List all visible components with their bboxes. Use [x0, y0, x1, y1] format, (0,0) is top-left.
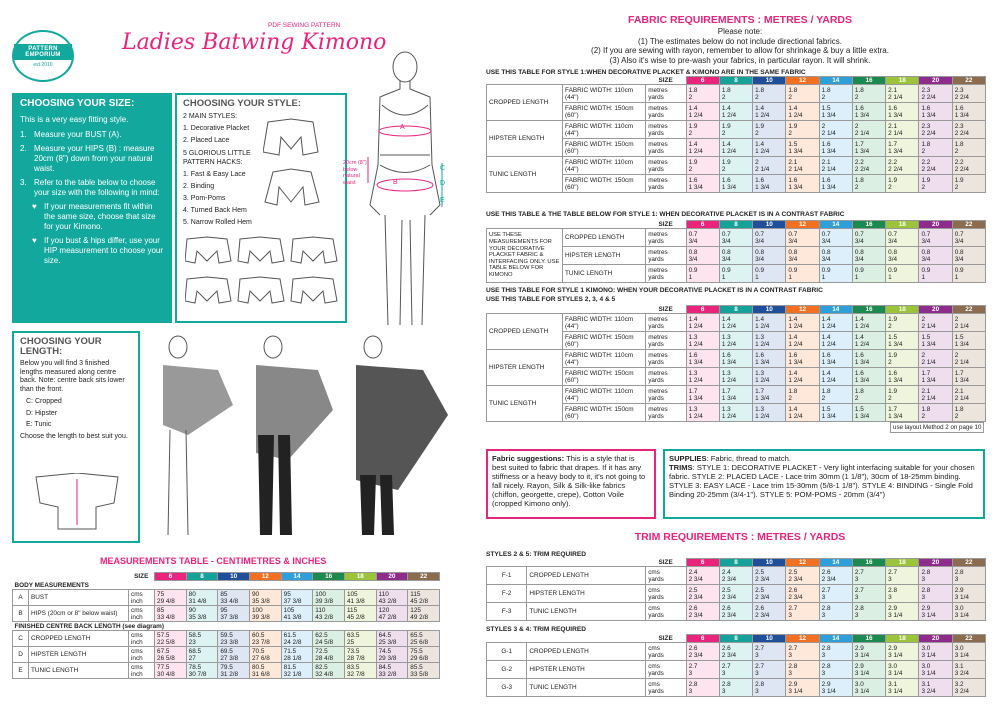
- size-14: 14: [281, 573, 313, 581]
- size-tip-2: ♥ If you bust & hips differ, use your HIP measurement to choose your size.: [32, 236, 164, 265]
- table-row: HIPSTER LENGTH FABRIC WIDTH: 110cm (44") metres yards 1.9 2 1.9 2 1.9 2 1.9 2 2 2 1/4 2 2 1/4 2.1 2 1/4 2.3 2 2/4 2.3 2 2/4: [487, 121, 986, 139]
- size-8: 8: [186, 573, 218, 581]
- table-row: G-1 CROPPED LENGTH cms yards 2.6 2 3/4 2.6 2 3/4 2.7 3 2.7 3 2.8 3 2.9 3 1/4 2.9 3 1/4 3.0 3 1/4 3.0 3 1/4: [487, 643, 986, 661]
- size-22: 22: [952, 635, 985, 643]
- style-main-2: 2. Placed Lace: [183, 137, 230, 144]
- size-step-1: 1. Measure your BUST (A).: [20, 130, 122, 139]
- size-8: 8: [719, 635, 752, 643]
- heart-icon: ♥: [32, 236, 37, 245]
- finished-length-heading: FINISHED CENTRE BACK LENGTH (see diagram): [14, 623, 164, 630]
- waist-note: 20cm (8") below natural waist: [343, 160, 367, 186]
- trim-title: TRIM REQUIREMENTS : METRES / YARDS: [634, 531, 846, 543]
- size-6: 6: [686, 559, 719, 567]
- supplies-text: : Fabric, thread to match.: [706, 454, 791, 463]
- length-model-figures: [148, 335, 478, 540]
- supplies-box: [663, 449, 985, 519]
- fabric-grid: [486, 76, 986, 193]
- size-tip-1: ♥ If your measurements fit within the same size, choose that size for your Kimono.: [32, 202, 156, 231]
- fabric-table-3: [486, 305, 986, 422]
- size-18: 18: [886, 306, 919, 314]
- length-option-c: C: Cropped: [26, 398, 62, 405]
- trim-style-3-4-title: STYLES 3 & 4: TRIM REQUIRED: [486, 626, 587, 633]
- style-hacks-heading: 5 GLORIOUS LITTLE PATTERN HACKS:: [183, 150, 251, 166]
- label-c: C: [440, 165, 446, 172]
- size-header-label: SIZE: [134, 573, 149, 580]
- measurements-table: [12, 572, 440, 679]
- size-10: 10: [753, 306, 786, 314]
- size-header-label: SIZE: [658, 76, 673, 84]
- body-measurements-heading: BODY MEASUREMENTS: [14, 582, 89, 589]
- size-14: 14: [819, 306, 852, 314]
- layout-note: use layout Method 2 on page 10: [890, 422, 984, 433]
- size-20: 20: [919, 635, 952, 643]
- fabric-suggestions-text: This is a style that is best suited to fabric that drapes. If it has any stiffness or a heavy body to it, it's not going to fall nicely. Rayon, Silk & Silk-like fabrics (chiffon, georgette, crepe), Cotton Voile (cropped Kimono only).: [492, 454, 646, 508]
- table-row: CROPPED LENGTH FABRIC WIDTH: 110cm (44") metres yards 1.8 2 1.8 2 1.8 2 1.8 2 1.8 2 1.8 2 2.1 2 1/4 2.3 2 2/4 2.3 2 2/4: [487, 85, 986, 103]
- length-title: CHOOSING YOUR LENGTH:: [20, 336, 102, 357]
- size-12: 12: [786, 221, 819, 229]
- fabric-title: FABRIC REQUIREMENTS : METRES / YARDS: [627, 14, 853, 26]
- size-title: CHOOSING YOUR SIZE:: [20, 98, 135, 109]
- size-12: 12: [786, 306, 819, 314]
- fabric-table-2: [486, 220, 986, 283]
- label-d: D: [440, 180, 446, 187]
- table-row: E TUNIC LENGTH cms inch 77.5 30 4/8 78.5 30 7/8 79.5 31 2/8 80.5 31 6/8 81.5 32 1/8 82.5 32 4/8 83.5 32 7/8 84.5 33 2/8 85.5 33 5/8: [13, 663, 440, 679]
- length-option-d: D: Hipster: [26, 409, 58, 417]
- size-16: 16: [852, 306, 885, 314]
- size-header-row: [13, 573, 440, 581]
- table-row: G-2 HIPSTER LENGTH cms yards 2.7 3 2.7 3 2.7 3 2.8 3 2.8 3 2.9 3 1/4 3.0 3 1/4 3.0 3 1/4 3.1 3 2/4: [487, 661, 986, 679]
- size-18: 18: [886, 77, 919, 85]
- table-row: HIPSTER LENGTH metres yards 0.8 3/4 0.8 3/4 0.8 3/4 0.8 3/4 0.8 3/4 0.8 3/4 0.8 3/4 0.8 3/4 0.8 3/4: [487, 247, 986, 265]
- table-row: F-2 HIPSTER LENGTH cms yards 2.5 2 3/4 2.5 2 3/4 2.5 2 3/4 2.6 2 3/4 2.7 3 2.7 3 2.8 3 2.8 3 2.9 3 1/4: [487, 585, 986, 603]
- trims-lead: TRIMS: [669, 463, 693, 472]
- logo-top-text: PATTERN EMPORIUM: [14, 44, 72, 60]
- size-12: 12: [786, 77, 819, 85]
- fabric-table-1: [486, 76, 986, 193]
- style-hack-5: 5. Narrow Rolled Hem: [183, 219, 252, 226]
- fabric-table-3-title: USE THIS TABLE FOR STYLE 1 KIMONO: WHEN YOUR DECORATIVE PLACKET IS IN A CONTRAST FABRIC USE THIS TABLE FOR STYLES 2, 3, 4 & 5: [486, 287, 823, 303]
- size-12: 12: [249, 573, 281, 581]
- trims-text: : STYLE 1: DECORATIVE PLACKET - Very light interfacing suitable for your chosen fabric. STYLE 2: PLACED LACE - Lace trim 30mm (1 1/8"), 30cm of 18-25mm binding. STYLE 3: EASY LACE - Lace trim 15-30mm (5/8-1 1/8"). STYLE 4: BINDING - Single Fold Binding 20-25mm (3/4-1"). STYLE 5: POM-POMS - 20mm (3/4"): [669, 463, 975, 499]
- label-bust-a: A: [400, 124, 405, 131]
- length-label: TUNIC LENGTH: [487, 157, 563, 193]
- size-header-label: SIZE: [658, 558, 673, 566]
- table-row: USE THESE MEASUREMENTS FOR YOUR DECORATIVE PLACKET FABRIC & INTERFACING ONLY. USE TABLE BELOW FOR KIMONO CROPPED LENGTH metres yards 0.7 3/4 0.7 3/4 0.7 3/4 0.7 3/4 0.7 3/4 0.7 3/4 0.7 3/4 0.7 3/4 0.7 3/4: [487, 229, 986, 247]
- length-label: CROPPED LENGTH: [487, 85, 563, 121]
- size-18: 18: [344, 573, 376, 581]
- style-hack-3: 3. Pom-Poms: [183, 195, 226, 202]
- size-20: 20: [376, 573, 408, 581]
- size-14: 14: [819, 77, 852, 85]
- size-10: 10: [753, 221, 786, 229]
- size-16: 16: [852, 221, 885, 229]
- length-label: CROPPED LENGTH: [487, 314, 563, 350]
- table-row: C CROPPED LENGTH cms inch 57.5 22 5/8 58.5 23 59.5 23 3/8 60.5 23 7/8 61.5 24 2/8 62.5 24 5/8 63.5 25 64.5 25 3/8 65.5 25 6/8: [13, 631, 440, 647]
- size-8: 8: [719, 77, 752, 85]
- size-18: 18: [886, 559, 919, 567]
- choosing-style-panel: [175, 93, 347, 323]
- size-step-2: 2. Measure your HIPS (B) : measure 20cm (8") down from your natural waist.: [20, 144, 155, 173]
- style-hack-2: 2. Binding: [183, 183, 215, 190]
- fabric-suggestions-box: [486, 449, 656, 519]
- size-10: 10: [218, 573, 250, 581]
- size-10: 10: [753, 77, 786, 85]
- choosing-length-panel: [12, 331, 140, 543]
- size-22: 22: [952, 77, 985, 85]
- table-row: B HIPS (20cm or 8" below waist) cms inch 85 33 4/8 90 35 3/8 95 37 3/8 100 39 3/8 105 41 3/8 110 43 2/8 115 45 2/8 120 47 2/8 125 49 2/8: [13, 606, 440, 622]
- table-row: FABRIC WIDTH: 150cm (60") metres yards 1.3 1 2/4 1.3 1 2/4 1.3 1 2/4 1.4 1 2/4 1.4 1 2/4 1.4 1 2/4 1.5 1 3/4 1.5 1 3/4 1.5 1 3/4: [487, 332, 986, 350]
- length-option-e: E: Tunic: [26, 421, 52, 428]
- size-header-row: [487, 77, 986, 85]
- label-hips-b: B: [393, 179, 398, 186]
- kimono-back-sketch: [34, 473, 120, 533]
- kimono-hack-sketches: [185, 235, 345, 319]
- size-16: 16: [313, 573, 345, 581]
- size-6: 6: [686, 635, 719, 643]
- size-header-label: SIZE: [658, 634, 673, 642]
- size-20: 20: [919, 77, 952, 85]
- size-8: 8: [719, 306, 752, 314]
- size-header-row: [487, 221, 986, 229]
- size-16: 16: [852, 77, 885, 85]
- size-14: 14: [819, 635, 852, 643]
- table-row: TUNIC LENGTH FABRIC WIDTH: 110cm (44") metres yards 1.9 2 1.9 2 2 2 1/4 2.1 2 1/4 2.1 2 1/4 2.2 2 2/4 2.2 2 2/4 2.2 2 2/4 2.2 2 2/4: [487, 157, 986, 175]
- size-6: 6: [686, 221, 719, 229]
- table-row: D HIPSTER LENGTH cms inch 67.5 26 5/8 68.5 27 69.5 27 3/8 70.5 27 6/8 71.5 28 1/8 72.5 28 4/8 73.5 28 7/8 74.5 29 3/8 75.5 29 6/8: [13, 647, 440, 663]
- table-row: A BUST cms inch 75 29 4/8 80 31 4/8 85 33 4/8 90 35 3/8 95 37 3/8 100 39 3/8 105 41 3/8 110 43 2/8 115 45 2/8: [13, 590, 440, 606]
- trim-grid: [486, 634, 986, 697]
- table-row: TUNIC LENGTH metres yards 0.9 1 0.9 1 0.9 1 0.9 1 0.9 1 0.9 1 0.9 1 0.9 1 0.9 1: [487, 265, 986, 283]
- fabric-grid: [486, 220, 986, 283]
- fabric-table-1-title: USE THIS TABLE FOR STYLE 1:WHEN DECORATIVE PLACKET & KIMONO ARE IN THE SAME FABRIC: [486, 69, 806, 76]
- label-e: E: [440, 197, 445, 204]
- size-20: 20: [919, 221, 952, 229]
- fabric-notes: Please note: (1) The estimates below do not include directional fabrics. (2) If you are sewing with rayon, remember to allow for shrinkage & buy a little extra. (3) Also it's wise to pre-wash your fabrics, in particular rayon. It will shrink.: [591, 27, 889, 65]
- body-figure: [350, 45, 465, 335]
- kimono-style-sketches: [263, 117, 343, 217]
- pattern-title: Ladies Batwing Kimono: [122, 30, 387, 55]
- size-14: 14: [819, 221, 852, 229]
- size-header-label: SIZE: [658, 220, 673, 228]
- style-hack-1: 1. Fast & Easy Lace: [183, 171, 246, 178]
- size-16: 16: [852, 559, 885, 567]
- placket-note: USE THESE MEASUREMENTS FOR YOUR DECORATIVE PLACKET FABRIC & INTERFACING ONLY. USE TABLE BELOW FOR KIMONO: [487, 229, 563, 283]
- table-row: G-3 TUNIC LENGTH cms yards 2.8 3 2.8 3 2.8 3 2.9 3 1/4 2.9 3 1/4 3.0 3 1/4 3.1 3 1/4 3.1 3 2/4 3.2 3 2/4: [487, 679, 986, 697]
- size-header-row: [487, 635, 986, 643]
- style-title: CHOOSING YOUR STYLE:: [183, 98, 302, 109]
- table-row: CROPPED LENGTH FABRIC WIDTH: 110cm (44") metres yards 1.4 1 2/4 1.4 1 2/4 1.4 1 2/4 1.4 1 2/4 1.4 1 2/4 1.4 1 2/4 1.9 2 2 2 1/4 2 2 1/4: [487, 314, 986, 332]
- table-row: TUNIC LENGTH FABRIC WIDTH: 110cm (44") metres yards 1.7 1 3/4 1.7 1 3/4 1.7 1 3/4 1.8 2 1.8 2 1.8 2 1.9 2 2.1 2 1/4 2.1 2 1/4: [487, 386, 986, 404]
- measurements-title: MEASUREMENTS TABLE - CENTIMETRES & INCHES: [100, 556, 327, 566]
- table-row: FABRIC WIDTH: 150cm (60") metres yards 1.3 1 2/4 1.3 1 2/4 1.3 1 2/4 1.4 1 2/4 1.4 1 2/4 1.6 1 3/4 1.6 1 3/4 1.7 1 3/4 1.7 1 3/4: [487, 368, 986, 386]
- size-header-label: SIZE: [658, 305, 673, 313]
- size-10: 10: [753, 635, 786, 643]
- length-label: HIPSTER LENGTH: [487, 350, 563, 386]
- length-label: HIPSTER LENGTH: [487, 121, 563, 157]
- size-16: 16: [852, 635, 885, 643]
- trim-grid: [486, 558, 986, 621]
- size-12: 12: [786, 559, 819, 567]
- style-main-heading: 2 MAIN STYLES:: [183, 113, 238, 120]
- size-18: 18: [886, 635, 919, 643]
- length-footer: Choose the length to best suit you.: [20, 432, 128, 440]
- size-22: 22: [952, 221, 985, 229]
- size-header-row: [487, 306, 986, 314]
- brand-logo: [12, 30, 74, 82]
- table-row: FABRIC WIDTH: 150cm (60") metres yards 1.4 1 2/4 1.4 1 2/4 1.4 1 2/4 1.5 1 3/4 1.6 1 3/4 1.7 1 3/4 1.7 1 3/4 1.8 2 1.8 2: [487, 139, 986, 157]
- length-text: Below you will find 3 finished lengths measured along centre back. Note: centre back sits lower than the front.: [20, 360, 125, 393]
- size-6: 6: [686, 306, 719, 314]
- size-14: 14: [819, 559, 852, 567]
- size-22: 22: [408, 573, 440, 581]
- fabric-table-2-title: USE THIS TABLE & THE TABLE BELOW FOR STYLE 1: WHEN DECORATIVE PLACKET IS IN A CONTRAST FABRIC: [486, 211, 845, 218]
- table-row: FABRIC WIDTH: 150cm (60") metres yards 1.4 1 2/4 1.4 1 2/4 1.4 1 2/4 1.4 1 2/4 1.5 1 3/4 1.6 1 3/4 1.6 1 3/4 1.6 1 3/4 1.6 1 3/4: [487, 103, 986, 121]
- size-8: 8: [719, 221, 752, 229]
- size-18: 18: [886, 221, 919, 229]
- size-8: 8: [719, 559, 752, 567]
- size-10: 10: [753, 559, 786, 567]
- table-row: FABRIC WIDTH: 150cm (60") metres yards 1.3 1 2/4 1.3 1 2/4 1.3 1 2/4 1.4 1 2/4 1.5 1 3/4 1.5 1 3/4 1.7 1 3/4 1.8 2 1.8 2: [487, 404, 986, 422]
- logo-bottom-text: est 2010: [33, 62, 53, 68]
- size-20: 20: [919, 559, 952, 567]
- trim-style-2-5-title: STYLES 2 & 5: TRIM REQUIRED: [486, 551, 587, 558]
- supplies-lead: SUPPLIES: [669, 454, 707, 463]
- size-header-row: [487, 559, 986, 567]
- style-hack-4: 4. Turned Back Hem: [183, 207, 247, 214]
- fabric-grid: [486, 305, 986, 422]
- trim-table-1: [486, 558, 986, 621]
- size-intro: This is a very easy fitting style.: [20, 115, 129, 124]
- heart-icon: ♥: [32, 202, 37, 211]
- choosing-size-panel: [12, 93, 172, 323]
- pattern-subtitle: PDF SEWING PATTERN: [268, 22, 341, 29]
- size-6: 6: [155, 573, 187, 581]
- table-row: HIPSTER LENGTH FABRIC WIDTH: 110cm (44") metres yards 1.6 1 3/4 1.6 1 3/4 1.6 1 3/4 1.6 1 3/4 1.6 1 3/4 1.6 1 3/4 1.9 2 2 2 1/4 2 2 1/4: [487, 350, 986, 368]
- table-row: F-3 TUNIC LENGTH cms yards 2.6 2 3/4 2.6 2 3/4 2.6 2 3/4 2.7 3 2.8 3 2.8 3 2.9 3 1/4 2.9 3 1/4 3.0 3 1/4: [487, 603, 986, 621]
- trim-table-2: [486, 634, 986, 697]
- style-main-1: 1. Decorative Placket: [183, 125, 250, 132]
- fabric-suggestions-lead: Fabric suggestions:: [492, 454, 565, 463]
- size-12: 12: [786, 635, 819, 643]
- table-row: FABRIC WIDTH: 150cm (60") metres yards 1.6 1 3/4 1.6 1 3/4 1.6 1 3/4 1.6 1 3/4 1.6 1 3/4 1.8 2 1.9 2 1.9 2 1.9 2: [487, 175, 986, 193]
- size-22: 22: [952, 306, 985, 314]
- size-20: 20: [919, 306, 952, 314]
- size-step-3: 3. Refer to the table below to choose your size with the following in mind:: [20, 178, 160, 197]
- size-22: 22: [952, 559, 985, 567]
- table-row: F-1 CROPPED LENGTH cms yards 2.4 2 3/4 2.4 2 3/4 2.5 2 3/4 2.5 2 3/4 2.6 2 3/4 2.7 3 2.7 3 2.8 3 2.8 3: [487, 567, 986, 585]
- length-label: TUNIC LENGTH: [487, 386, 563, 422]
- size-6: 6: [686, 77, 719, 85]
